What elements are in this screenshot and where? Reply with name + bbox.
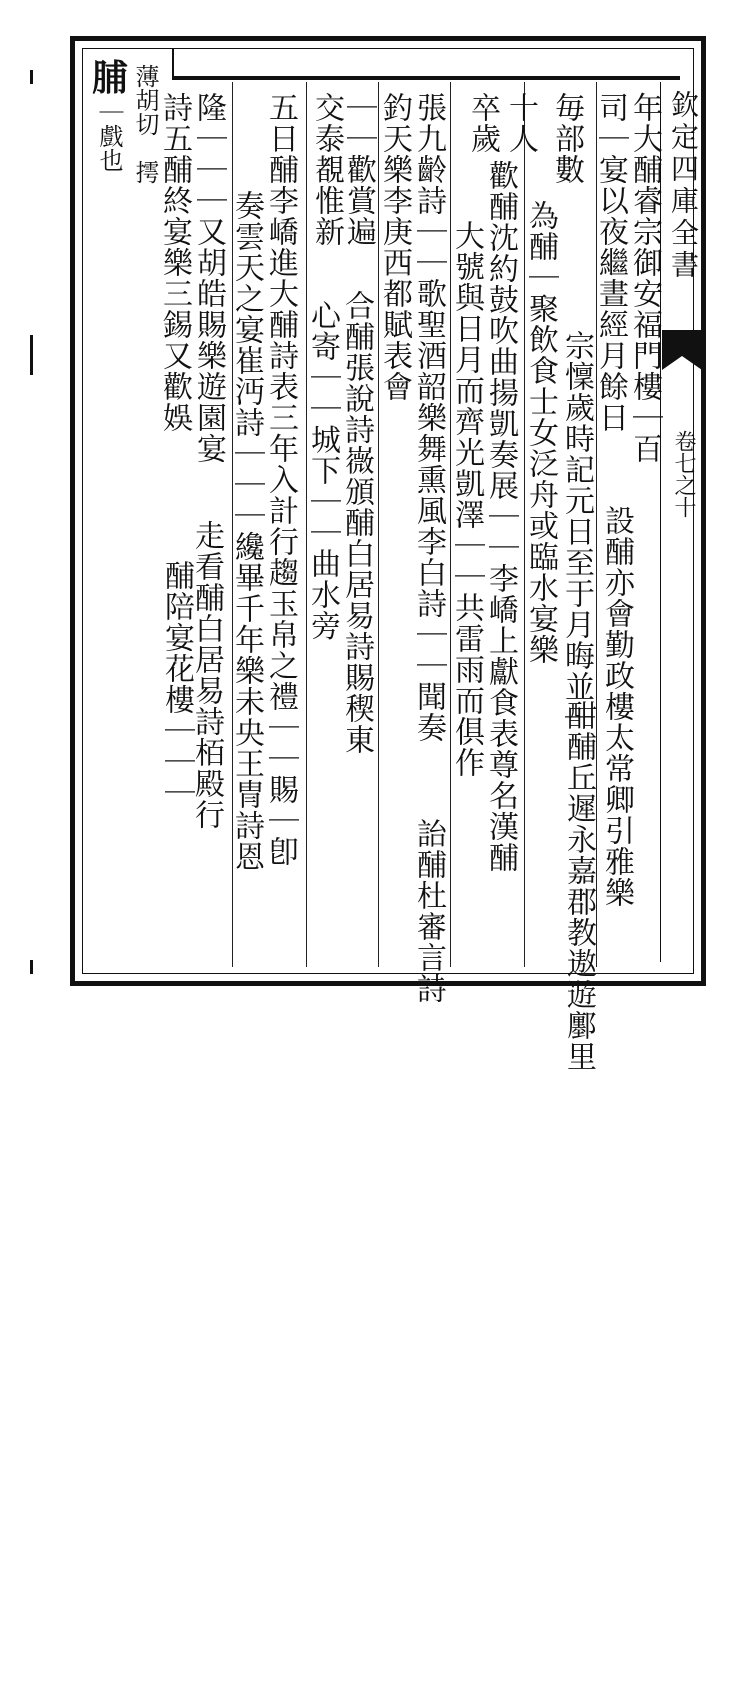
text-column-5b: 歡酺沈約鼓吹曲揚凱奏展｜｜李嶠上獻食表尊名漢酺 [483,160,518,873]
text-column-9: 交泰覩惟新 [309,92,344,247]
entry-pronunciation: 薄胡切 [131,64,159,136]
entry-gloss: ｜戲也 [95,100,123,172]
text-column-2: 司｜宴以夜繼晝經月餘日 [593,92,628,433]
edge-mark [30,960,33,974]
entry-heading: 脯 [92,57,129,99]
text-column-1: 年大酺睿宗御安福門樓｜百 [627,92,662,464]
text-column-4: 十人 [503,92,538,154]
entry-variant: 摴 [131,160,159,184]
text-column-6b: 詒酺杜審言詩 [411,818,446,1004]
edge-mark [30,335,33,375]
text-column-8: ｜｜歡賞遍 [341,92,376,247]
text-column-7: 釣天樂李庚西都賦表會 [377,92,412,402]
text-column-3c: 酣酺丘遲永嘉郡教遨遊鄽里 [561,700,596,1072]
text-column-5c: 大號與日月而齊光凱澤｜｜共雷雨而俱作 [449,220,484,778]
text-column-12: 隆｜｜｜又胡皓賜樂遊園宴 [191,92,226,464]
top-rule [172,48,680,80]
text-column-10: 五日酺李嶠進大酺詩表三年入計行趨玉帛之禮｜｜賜｜卽 [263,92,298,867]
text-column-5: 卒歲 [465,92,500,154]
text-column-3b: 為酺｜聚飲食士女泛舟或臨水宴樂 [523,200,558,665]
text-column-11: 奏雲天之宴崔沔詩｜｜｜纔畢千年樂未央王冑詩恩 [229,190,264,872]
volume-label: 卷七之十 [671,430,696,518]
text-column-12b: 走看酺白居易詩栢殿行 [189,520,224,830]
text-column-13b: 酺陪宴花樓｜｜｜ [159,560,194,808]
text-column-1b: 設酺亦會勤政樓太常卿引雅樂 [599,505,634,908]
edge-mark [30,70,33,84]
text-column-9b: 心寄｜｜城下｜｜曲水旁 [305,300,340,641]
text-column-6: 張九齡詩｜｜歌聖酒韶樂舞熏風李白詩｜｜聞奏 [411,92,446,743]
text-column-8b: 合酺張說詩嶶頒酺白居易詩賜稧東 [339,290,374,755]
text-column-2b: 宗懍歲時記元日至于月晦並｜ [559,330,594,733]
text-column-13: 詩五酺終宴樂三錫又歡娛 [157,92,192,433]
book-title: 欽定四庫全書 [667,90,700,282]
text-column-3: 毎部數 [549,92,584,185]
